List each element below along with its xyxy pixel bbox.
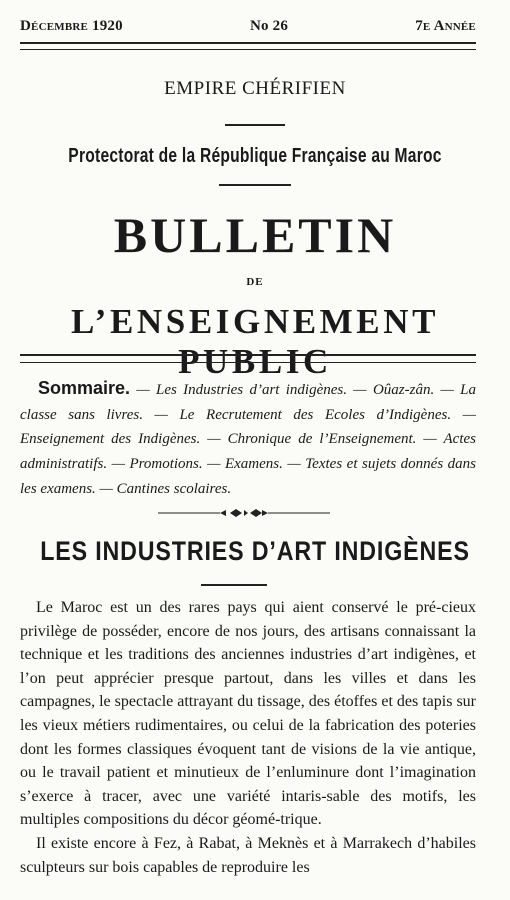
ornament-divider-icon bbox=[158, 508, 330, 518]
divider-rule-3 bbox=[201, 584, 267, 586]
protectorat-heading: Protectorat de la République Française au Maroc bbox=[68, 145, 442, 167]
article-paragraph-1: Le Maroc est un des rares pays qui aient conservé le pré-cieux privilège de posséder, encore de nos jours, des artisans connaissant la technique et les traditions des anciennes industries d’art indigènes, et l’on peut apprécier presque partout, dans les villes et dans les campagnes, le spectacle attrayant du tissage, des étoffes et des tapis sur les vieux métiers rudimentaires, ou celui de la fabrication des poteries dont les formes classiques évoquent tant de visions de la vie antique, ou le travail patient et minutieux de l’enluminure dont l’imagination s’exerce à tracer, avec une variété intaris-sable des motifs, les multiples compositions du décor géomé-trique. bbox=[20, 599, 476, 829]
sommaire-block bbox=[20, 376, 476, 502]
article-paragraph-2: Il existe encore à Fez, à Rabat, à Meknès et à Marrakech d’habiles sculpteurs sur bois capables de reproduire les bbox=[20, 834, 476, 876]
sommaire-text: — Les Industries d’art indigènes. — Oûaz-zân. — La classe sans livres. — Le Recrutement des Ecoles d’Indigènes. — Enseignement des Indigènes. — Chronique de l’Enseignement. — Actes administratifs. — Promotions. — Examens. — Textes et sujets donnés dans les examens. — Cantines scolaires. bbox=[20, 382, 476, 497]
bulletin-title: BULLETIN bbox=[113, 207, 397, 263]
issue-date: Décembre 1920 bbox=[20, 18, 123, 34]
issue-year: 7e Année bbox=[415, 18, 476, 34]
article-body bbox=[20, 596, 476, 879]
empire-heading: EMPIRE CHÉRIFIEN bbox=[164, 78, 346, 99]
header-double-rule bbox=[20, 42, 476, 50]
issue-number: No 26 bbox=[249, 18, 289, 34]
enseignement-title: L’ENSEIGNEMENT PUBLIC bbox=[70, 302, 440, 381]
issue-header bbox=[20, 18, 476, 40]
divider-rule-1 bbox=[225, 124, 285, 126]
bulletin-de: DE bbox=[246, 276, 264, 288]
masthead-double-rule bbox=[20, 354, 476, 363]
article-title: LES INDUSTRIES D’ART INDIGÈNES bbox=[40, 536, 470, 566]
divider-rule-2 bbox=[219, 184, 291, 186]
sommaire-label: Sommaire. bbox=[38, 378, 131, 398]
